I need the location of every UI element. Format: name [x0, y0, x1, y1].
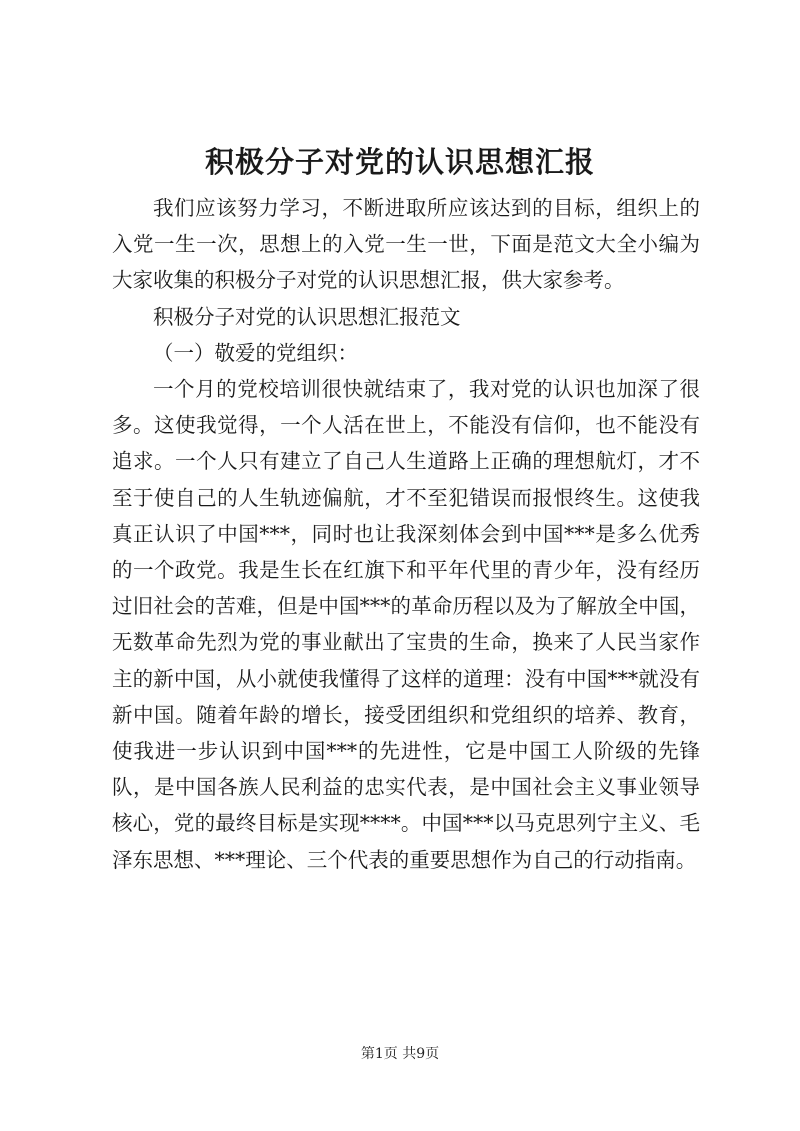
- subtitle-paragraph: 积极分子对党的认识思想汇报范文: [153, 304, 461, 329]
- document-title: 积极分子对党的认识思想汇报: [204, 145, 595, 179]
- intro-paragraph: 我们应该努力学习，不断进取所应该达到的目标，组织上的入党一生一次，思想上的入党一生一世，下面是范文大全小编为大家收集的积极分子对党的认识思想汇报，供大家参考。: [112, 196, 700, 293]
- page-number-footer: 第1页 共9页: [360, 1046, 440, 1062]
- body-paragraph: 一个月的党校培训很快就结束了，我对党的认识也加深了很多。这使我觉得，一个人活在世上，不能没有信仰，也不能没有追求。一个人只有建立了自己人生道路上正确的理想航灯，才不至于使自己的人生轨迹偏航，才不至犯错误而报恨终生。这使我真正认识了中国***，同时也让我深刻体会到中国***是多么优秀的一个政党。我是生长在红旗下和平年代里的青少年，没有经历过旧社会的苦难，但是中国***的革命历程以及为了解放全中国，无数革命先烈为党的事业献出了宝贵的生命，换来了人民当家作主的新中国，从小就使我懂得了这样的道理：没有中国***就没有新中国。随着年龄的增长，接受团组织和党组织的培养、教育，使我进一步认识到中国***的先进性，它是中国工人阶级的先锋队，是中国各族人民利益的忠实代表，是中国社会主义事业领导核心，党的最终目标是实现****。中国***以马克思列宁主义、毛泽东思想、***理论、三个代表的重要思想作为自己的行动指南。: [112, 377, 700, 872]
- document-body: [112, 190, 700, 878]
- section-heading: （一）敬爱的党组织：: [153, 340, 358, 365]
